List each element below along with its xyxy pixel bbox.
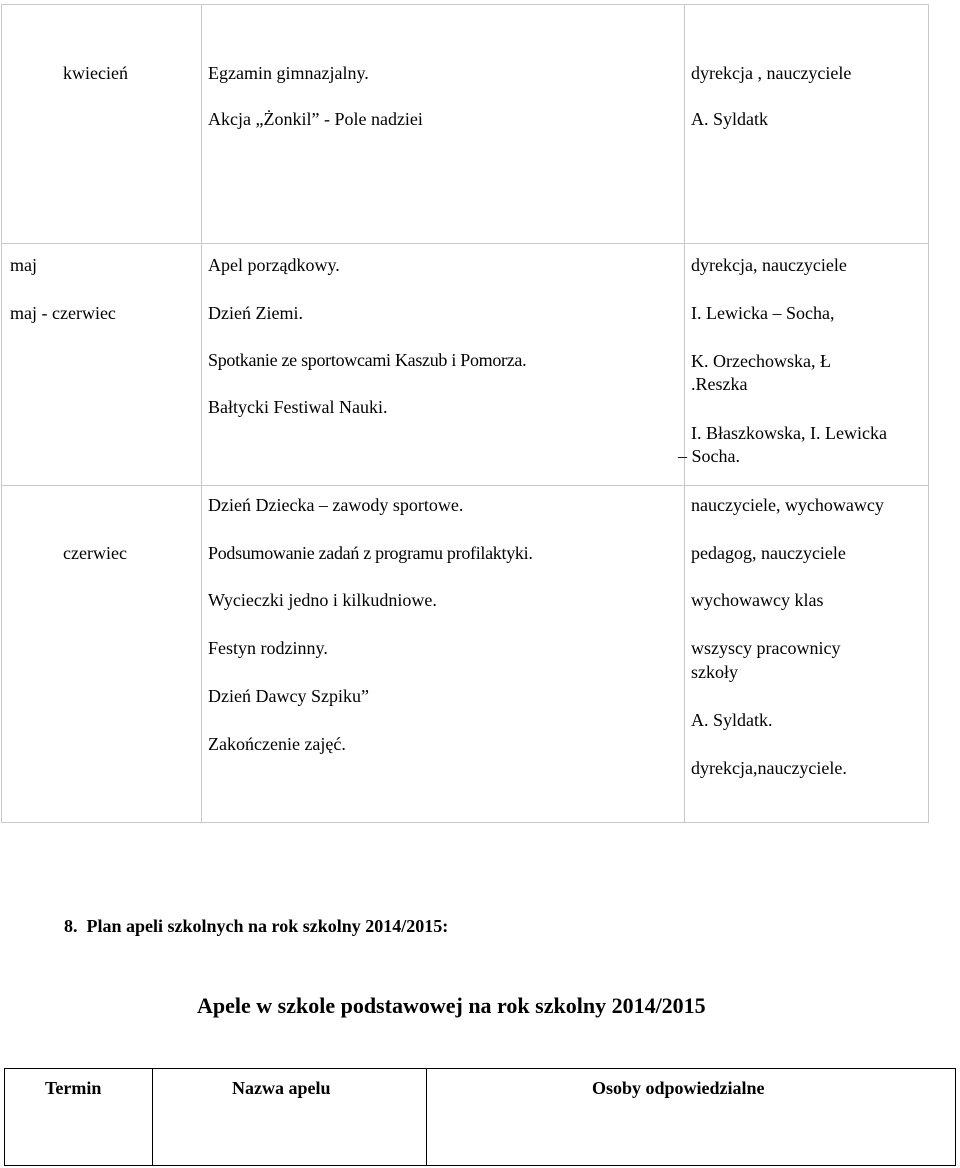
column-divider xyxy=(152,1068,153,1166)
event-exam: Egzamin gimnazjalny. xyxy=(208,63,369,83)
responsible-may-3: K. Orzechowska, Ł xyxy=(691,351,831,371)
responsible-april-1: dyrekcja , nauczyciele xyxy=(691,63,852,83)
event-childrens-day: Dzień Dziecka – zawody sportowe. xyxy=(208,495,464,515)
responsible-may-4: .Reszka xyxy=(691,374,748,394)
event-zonkil: Akcja „Żonkil” - Pole nadziei xyxy=(208,109,423,129)
table-border-right xyxy=(955,1068,956,1166)
month-june: czerwiec xyxy=(63,543,127,563)
column-header-nazwa: Nazwa apelu xyxy=(232,1078,331,1098)
event-donor-day: Dzień Dawcy Szpiku” xyxy=(208,686,369,706)
responsible-may-2: I. Lewicka – Socha, xyxy=(691,303,835,323)
column-divider xyxy=(684,4,685,823)
responsible-june-4: wszyscy pracownicy xyxy=(691,638,841,658)
responsible-june-5: szkoły xyxy=(691,662,738,682)
responsible-may-6: – Socha. xyxy=(678,446,740,466)
column-divider xyxy=(201,4,202,823)
event-prevention-summary: Podsumowanie zadań z programu profilaktyki. xyxy=(208,543,533,563)
responsible-june-1: nauczyciele, wychowawcy xyxy=(691,495,884,515)
section-heading: 8. Plan apeli szkolnych na rok szkolny 2014/2015: xyxy=(64,916,449,936)
table-border-top xyxy=(4,1068,956,1069)
table-border-bottom xyxy=(4,1165,956,1166)
table-border-left xyxy=(4,1068,5,1166)
responsible-may-5: I. Błaszkowska, I. Lewicka xyxy=(691,423,887,443)
responsible-june-3: wychowawcy klas xyxy=(691,590,824,610)
event-apel: Apel porządkowy. xyxy=(208,255,340,275)
column-divider xyxy=(426,1068,427,1166)
responsible-april-2: A. Syldatk xyxy=(691,109,769,129)
row-divider xyxy=(1,243,929,244)
month-may: maj xyxy=(10,255,37,275)
table-border-right xyxy=(928,4,929,823)
event-trips: Wycieczki jedno i kilkudniowe. xyxy=(208,590,437,610)
table-border-top xyxy=(1,4,929,5)
event-family-fair: Festyn rodzinny. xyxy=(208,638,328,658)
responsible-june-7: dyrekcja,nauczyciele. xyxy=(691,758,847,778)
event-science-festival: Bałtycki Festiwal Nauki. xyxy=(208,397,388,417)
month-april: kwiecień xyxy=(63,63,128,83)
responsible-june-6: A. Syldatk. xyxy=(691,710,773,730)
row-divider xyxy=(1,485,929,486)
table-border-bottom xyxy=(1,822,929,823)
event-earth-day: Dzień Ziemi. xyxy=(208,303,303,323)
event-athletes: Spotkanie ze sportowcami Kaszub i Pomorza. xyxy=(208,350,527,370)
event-end-of-classes: Zakończenie zajęć. xyxy=(208,734,346,754)
responsible-june-2: pedagog, nauczyciele xyxy=(691,543,846,563)
responsible-may-1: dyrekcja, nauczyciele xyxy=(691,255,847,275)
column-header-osoby: Osoby odpowiedzialne xyxy=(592,1078,765,1098)
section-subheading: Apele w szkole podstawowej na rok szkolny 2014/2015 xyxy=(197,993,706,1018)
column-header-termin: Termin xyxy=(45,1078,102,1098)
table-border-left xyxy=(1,4,2,823)
month-may-june: maj - czerwiec xyxy=(10,303,116,323)
